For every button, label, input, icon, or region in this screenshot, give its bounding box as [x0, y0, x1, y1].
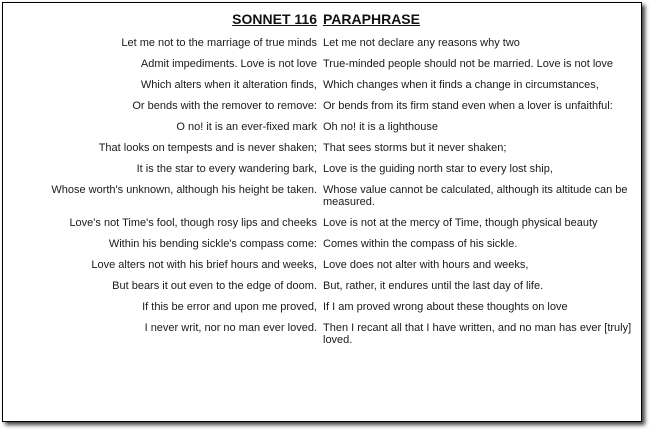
table-row: [7, 234, 641, 255]
original-line: Love's not Time's fool, though rosy lips and cheeks: [69, 217, 317, 229]
original-line: It is the star to every wandering bark,: [136, 163, 317, 175]
paraphrase-line: Which changes when it finds a change in circumstances,: [323, 79, 599, 91]
paraphrase-header: PARAPHRASE: [323, 11, 420, 27]
table-row: [7, 117, 641, 138]
header-row: [7, 9, 641, 33]
table-row: [7, 96, 641, 117]
original-line: Admit impediments. Love is not love: [140, 58, 317, 70]
table-row: [7, 180, 641, 213]
original-line: Love alters not with his brief hours and weeks,: [91, 259, 317, 271]
paraphrase-line: Love is not at the mercy of Time, though physical beauty: [323, 217, 598, 229]
document-frame: [2, 2, 642, 422]
paraphrase-line: If I am proved wrong about these thoughts on love: [323, 301, 568, 313]
table-row: [7, 75, 641, 96]
original-line: But bears it out even to the edge of doom.: [112, 280, 317, 292]
table-row: [7, 255, 641, 276]
table-row: [7, 318, 641, 351]
original-line: Whose worth's unknown, although his height be taken.: [51, 184, 317, 196]
paraphrase-line: But, rather, it endures until the last day of life.: [323, 280, 544, 292]
table-row: [7, 276, 641, 297]
paraphrase-line: Or bends from its firm stand even when a lover is unfaithful:: [323, 100, 613, 112]
paraphrase-line: Comes within the compass of his sickle.: [323, 238, 518, 250]
table-row: [7, 138, 641, 159]
paraphrase-line: True-minded people should not be married. Love is not love: [323, 58, 614, 70]
sonnet-header: SONNET 116: [232, 11, 317, 27]
table-row: [7, 213, 641, 234]
table-row: [7, 54, 641, 75]
original-line: I never writ, nor no man ever loved.: [144, 322, 317, 334]
sonnet-table: [7, 9, 641, 351]
paraphrase-line: That sees storms but it never shaken;: [323, 142, 507, 154]
original-line: O no! it is an ever-fixed mark: [176, 121, 317, 133]
original-line: If this be error and upon me proved,: [142, 301, 317, 313]
paraphrase-line: Love does not alter with hours and weeks,: [323, 259, 529, 271]
table-row: [7, 297, 641, 318]
original-line: Which alters when it alteration finds,: [140, 79, 317, 91]
original-line: Within his bending sickle's compass come:: [108, 238, 317, 250]
paraphrase-line: Then I recant all that I have written, and no man has ever [truly] loved.: [323, 322, 632, 346]
paraphrase-line: Love is the guiding north star to every lost ship,: [323, 163, 553, 175]
table-row: [7, 33, 641, 54]
original-line: That looks on tempests and is never shaken;: [98, 142, 317, 154]
paraphrase-line: Oh no! it is a lighthouse: [323, 121, 438, 133]
table-row: [7, 159, 641, 180]
paraphrase-line: Whose value cannot be calculated, although its altitude can be measured.: [323, 184, 628, 208]
original-line: Or bends with the remover to remove:: [132, 100, 317, 112]
paraphrase-line: Let me not declare any reasons why two: [323, 37, 520, 49]
original-line: Let me not to the marriage of true minds: [121, 37, 317, 49]
